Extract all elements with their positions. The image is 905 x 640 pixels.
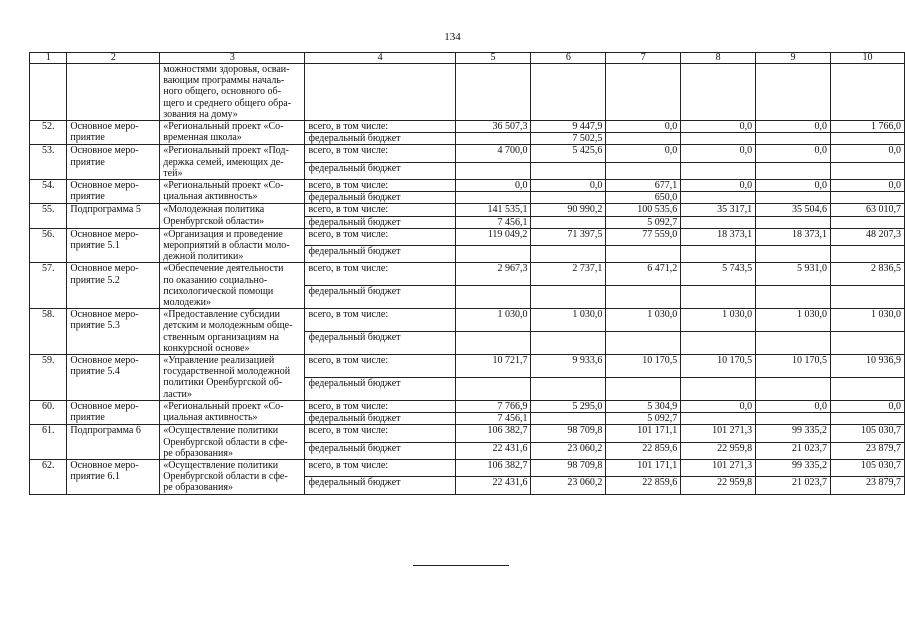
table-row (30, 459, 905, 476)
value-cell: 22 959,8 (681, 477, 756, 494)
row-type-cell: Основное меро- приятие 5.4 (67, 355, 160, 401)
value-cell (830, 332, 904, 355)
value-cell: 10 170,5 (606, 355, 681, 378)
value-cell: 35 504,6 (756, 204, 831, 216)
funding-label-cell: всего, в том числе: (305, 180, 455, 192)
value-cell (606, 133, 681, 145)
value-cell: 0,0 (531, 180, 606, 192)
value-cell: 18 373,1 (756, 228, 831, 245)
value-cell: 1 030,0 (531, 309, 606, 332)
value-cell (681, 286, 756, 309)
value-cell: 0,0 (830, 145, 904, 162)
value-cell: 106 382,7 (455, 459, 531, 476)
value-cell: 48 207,3 (830, 228, 904, 245)
value-cell (756, 332, 831, 355)
row-number-cell: 54. (30, 180, 67, 204)
value-cell (531, 246, 606, 263)
value-cell (455, 162, 531, 179)
value-cell: 5 425,6 (531, 145, 606, 162)
row-number-cell: 60. (30, 400, 67, 424)
value-cell (681, 332, 756, 355)
table-row (30, 64, 905, 121)
value-cell: 100 535,6 (606, 204, 681, 216)
funding-label-cell: всего, в том числе: (305, 459, 455, 476)
row-name-cell: «Организация и проведение мероприятий в области моло- дежной политики» (160, 228, 305, 263)
value-cell: 10 170,5 (681, 355, 756, 378)
value-cell: 2 836,5 (830, 263, 904, 286)
row-type-cell: Основное меро- приятие (67, 145, 160, 180)
value-cell: 1 030,0 (681, 309, 756, 332)
value-cell (455, 246, 531, 263)
value-cell (606, 377, 681, 400)
value-cell: 0,0 (681, 145, 756, 162)
value-cell (756, 64, 831, 121)
table-row (30, 180, 905, 192)
value-cell (531, 413, 606, 425)
funding-label-cell: федеральный бюджет (305, 477, 455, 494)
value-cell (830, 286, 904, 309)
funding-label-cell: федеральный бюджет (305, 162, 455, 179)
value-cell: 23 060,2 (531, 442, 606, 459)
value-cell: 99 335,2 (756, 459, 831, 476)
column-header: 8 (681, 53, 756, 64)
value-cell (756, 162, 831, 179)
value-cell: 21 023,7 (756, 442, 831, 459)
value-cell: 36 507,3 (455, 121, 531, 133)
value-cell: 105 030,7 (830, 425, 904, 442)
value-cell (531, 216, 606, 228)
value-cell: 0,0 (681, 400, 756, 412)
row-name-cell: можностями здоровья, осваи- вающим программы началь- ного общего, основного об- щего и среднего общего обра- зования на дому» (160, 64, 305, 121)
table-row (30, 263, 905, 286)
row-name-cell: «Управление реализацией государственной молодежной политики Оренбургской об- ласти» (160, 355, 305, 401)
table-row (30, 145, 905, 162)
value-cell (531, 332, 606, 355)
value-cell (756, 286, 831, 309)
value-cell: 650,0 (606, 192, 681, 204)
table-body (30, 64, 905, 495)
row-type-cell: Основное меро- приятие 5.2 (67, 263, 160, 309)
value-cell: 22 431,6 (455, 477, 531, 494)
value-cell: 98 709,8 (531, 459, 606, 476)
value-cell (756, 192, 831, 204)
funding-label-cell: всего, в том числе: (305, 145, 455, 162)
row-number-cell: 52. (30, 121, 67, 145)
value-cell (830, 133, 904, 145)
table-row (30, 425, 905, 442)
row-number-cell (30, 64, 67, 121)
funding-label-cell: федеральный бюджет (305, 332, 455, 355)
row-type-cell: Основное меро- приятие 5.1 (67, 228, 160, 263)
table-row (30, 355, 905, 378)
value-cell: 22 959,8 (681, 442, 756, 459)
value-cell (830, 192, 904, 204)
value-cell: 1 030,0 (830, 309, 904, 332)
value-cell: 0,0 (756, 400, 831, 412)
row-type-cell: Основное меро- приятие (67, 400, 160, 424)
funding-label-cell: всего, в том числе: (305, 425, 455, 442)
value-cell: 5 304,9 (606, 400, 681, 412)
value-cell (681, 246, 756, 263)
value-cell (606, 246, 681, 263)
value-cell: 7 502,5 (531, 133, 606, 145)
value-cell (531, 192, 606, 204)
value-cell (606, 286, 681, 309)
value-cell: 101 171,1 (606, 459, 681, 476)
value-cell (531, 377, 606, 400)
value-cell (455, 133, 531, 145)
row-type-cell: Основное меро- приятие 5.3 (67, 309, 160, 355)
value-cell: 7 766,9 (455, 400, 531, 412)
value-cell (681, 192, 756, 204)
value-cell (830, 216, 904, 228)
value-cell: 0,0 (756, 121, 831, 133)
row-type-cell: Подпрограмма 5 (67, 204, 160, 228)
column-header: 5 (455, 53, 531, 64)
value-cell (455, 192, 531, 204)
column-header: 7 (606, 53, 681, 64)
row-type-cell (67, 64, 160, 121)
value-cell: 1 030,0 (455, 309, 531, 332)
value-cell: 18 373,1 (681, 228, 756, 245)
value-cell: 21 023,7 (756, 477, 831, 494)
value-cell: 77 559,0 (606, 228, 681, 245)
value-cell: 1 766,0 (830, 121, 904, 133)
value-cell (681, 377, 756, 400)
value-cell: 23 879,7 (830, 442, 904, 459)
footer-divider (413, 565, 509, 566)
value-cell (606, 64, 681, 121)
value-cell: 5 931,0 (756, 263, 831, 286)
row-number-cell: 59. (30, 355, 67, 401)
funding-label-cell: федеральный бюджет (305, 442, 455, 459)
row-type-cell: Основное меро- приятие 6.1 (67, 459, 160, 494)
column-header: 4 (305, 53, 455, 64)
funding-label-cell: всего, в том числе: (305, 228, 455, 245)
column-header: 3 (160, 53, 305, 64)
row-number-cell: 58. (30, 309, 67, 355)
value-cell: 2 967,3 (455, 263, 531, 286)
value-cell: 22 859,6 (606, 442, 681, 459)
row-type-cell: Подпрограмма 6 (67, 425, 160, 460)
funding-label-cell: федеральный бюджет (305, 192, 455, 204)
value-cell: 71 397,5 (531, 228, 606, 245)
funding-label-cell (305, 64, 455, 121)
funding-label-cell: всего, в том числе: (305, 400, 455, 412)
row-number-cell: 56. (30, 228, 67, 263)
column-header: 9 (756, 53, 831, 64)
table-row (30, 228, 905, 245)
row-name-cell: «Осуществление политики Оренбургской области в сфе- ре образования» (160, 459, 305, 494)
value-cell: 9 447,9 (531, 121, 606, 133)
funding-label-cell: федеральный бюджет (305, 133, 455, 145)
funding-label-cell: всего, в том числе: (305, 263, 455, 286)
value-cell (531, 64, 606, 121)
value-cell: 0,0 (606, 121, 681, 133)
value-cell: 0,0 (830, 180, 904, 192)
funding-label-cell: федеральный бюджет (305, 377, 455, 400)
value-cell: 106 382,7 (455, 425, 531, 442)
value-cell: 98 709,8 (531, 425, 606, 442)
value-cell (756, 377, 831, 400)
value-cell (681, 413, 756, 425)
value-cell: 0,0 (455, 180, 531, 192)
row-number-cell: 61. (30, 425, 67, 460)
page-number: 134 (444, 31, 461, 43)
funding-label-cell: всего, в том числе: (305, 204, 455, 216)
funding-label-cell: федеральный бюджет (305, 216, 455, 228)
row-name-cell: «Осуществление политики Оренбургской области в сфе- ре образования» (160, 425, 305, 460)
value-cell (756, 216, 831, 228)
table-row (30, 400, 905, 412)
column-header: 6 (531, 53, 606, 64)
value-cell (830, 377, 904, 400)
value-cell (681, 216, 756, 228)
value-cell: 0,0 (756, 180, 831, 192)
value-cell (681, 64, 756, 121)
value-cell: 0,0 (830, 400, 904, 412)
row-type-cell: Основное меро- приятие (67, 121, 160, 145)
value-cell: 35 317,1 (681, 204, 756, 216)
value-cell (756, 133, 831, 145)
value-cell: 5 092,7 (606, 413, 681, 425)
value-cell: 105 030,7 (830, 459, 904, 476)
value-cell: 101 271,3 (681, 459, 756, 476)
value-cell: 4 700,0 (455, 145, 531, 162)
column-header: 1 (30, 53, 67, 64)
row-name-cell: «Региональный проект «Со- циальная активность» (160, 180, 305, 204)
value-cell: 7 456,1 (455, 413, 531, 425)
value-cell: 23 060,2 (531, 477, 606, 494)
value-cell (830, 64, 904, 121)
table-row (30, 309, 905, 332)
header-row (30, 53, 905, 64)
funding-label-cell: федеральный бюджет (305, 286, 455, 309)
value-cell: 119 049,2 (455, 228, 531, 245)
value-cell: 5 092,7 (606, 216, 681, 228)
value-cell: 10 721,7 (455, 355, 531, 378)
value-cell (830, 246, 904, 263)
value-cell: 101 171,1 (606, 425, 681, 442)
row-name-cell: «Региональный проект «Под- держка семей, имеющих де- тей» (160, 145, 305, 180)
row-name-cell: «Обеспечение деятельности по оказанию социально- психологической помощи молодежи» (160, 263, 305, 309)
row-number-cell: 57. (30, 263, 67, 309)
value-cell: 0,0 (606, 145, 681, 162)
column-header: 2 (67, 53, 160, 64)
row-type-cell: Основное меро- приятие (67, 180, 160, 204)
value-cell: 23 879,7 (830, 477, 904, 494)
funding-label-cell: всего, в том числе: (305, 121, 455, 133)
value-cell (606, 332, 681, 355)
value-cell: 101 271,3 (681, 425, 756, 442)
row-name-cell: «Региональный проект «Со- временная школа» (160, 121, 305, 145)
row-name-cell: «Молодежная политика Оренбургской области» (160, 204, 305, 228)
value-cell (830, 413, 904, 425)
value-cell (606, 162, 681, 179)
value-cell: 63 010,7 (830, 204, 904, 216)
value-cell: 90 990,2 (531, 204, 606, 216)
value-cell (455, 377, 531, 400)
value-cell: 5 295,0 (531, 400, 606, 412)
column-header: 10 (830, 53, 904, 64)
value-cell (830, 162, 904, 179)
funding-label-cell: всего, в том числе: (305, 309, 455, 332)
row-name-cell: «Предоставление субсидии детским и молодежным обще- ственным организациям на конкурсной основе» (160, 309, 305, 355)
value-cell: 2 737,1 (531, 263, 606, 286)
value-cell: 1 030,0 (756, 309, 831, 332)
row-number-cell: 62. (30, 459, 67, 494)
value-cell: 99 335,2 (756, 425, 831, 442)
value-cell (531, 286, 606, 309)
value-cell (681, 162, 756, 179)
value-cell: 22 859,6 (606, 477, 681, 494)
value-cell: 0,0 (681, 121, 756, 133)
table-row (30, 204, 905, 216)
value-cell: 10 936,9 (830, 355, 904, 378)
value-cell (756, 246, 831, 263)
row-number-cell: 53. (30, 145, 67, 180)
value-cell: 0,0 (756, 145, 831, 162)
value-cell: 9 933,6 (531, 355, 606, 378)
value-cell: 0,0 (681, 180, 756, 192)
value-cell: 5 743,5 (681, 263, 756, 286)
value-cell: 7 456,1 (455, 216, 531, 228)
value-cell: 10 170,5 (756, 355, 831, 378)
value-cell: 677,1 (606, 180, 681, 192)
table-row (30, 121, 905, 133)
funding-label-cell: федеральный бюджет (305, 413, 455, 425)
row-number-cell: 55. (30, 204, 67, 228)
value-cell: 6 471,2 (606, 263, 681, 286)
value-cell (455, 332, 531, 355)
value-cell (455, 286, 531, 309)
value-cell: 141 535,1 (455, 204, 531, 216)
value-cell (531, 162, 606, 179)
funding-label-cell: федеральный бюджет (305, 246, 455, 263)
value-cell (756, 413, 831, 425)
budget-table (29, 52, 905, 495)
value-cell: 22 431,6 (455, 442, 531, 459)
value-cell (455, 64, 531, 121)
funding-label-cell: всего, в том числе: (305, 355, 455, 378)
value-cell (681, 133, 756, 145)
value-cell: 1 030,0 (606, 309, 681, 332)
row-name-cell: «Региональный проект «Со- циальная активность» (160, 400, 305, 424)
